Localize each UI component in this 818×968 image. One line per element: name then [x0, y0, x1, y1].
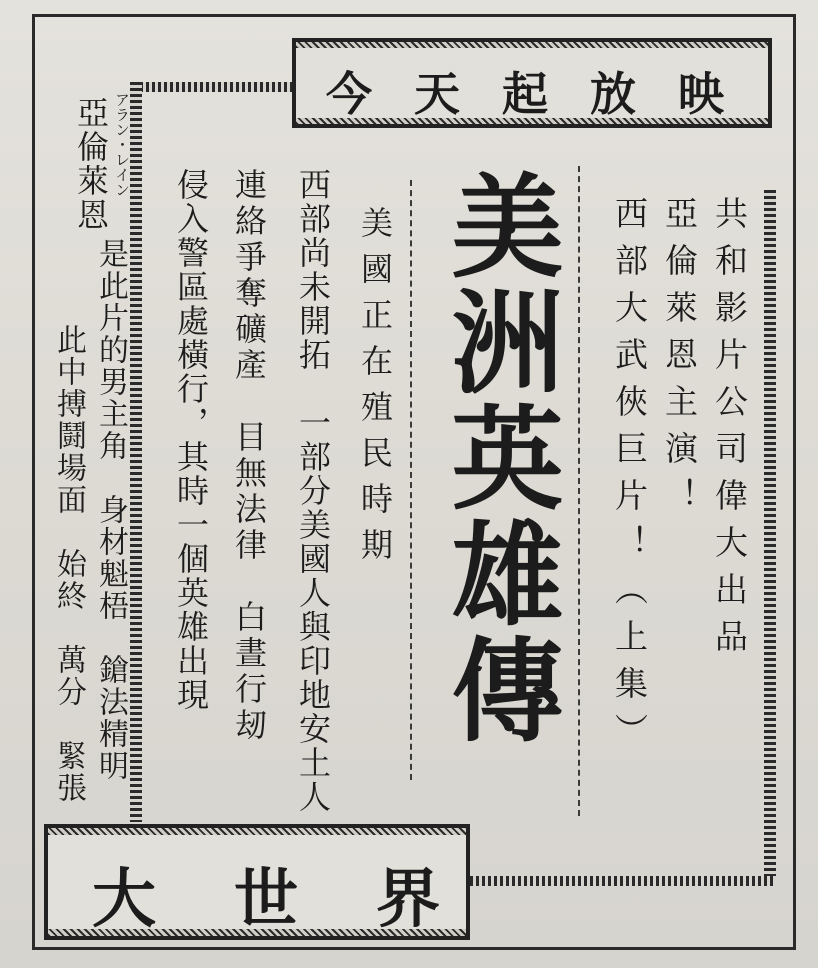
film-title: 美洲英雄傳 [433, 168, 564, 748]
border-right-stripe [764, 190, 776, 880]
synopsis-line-4: 侵入警區處橫行，其時一個英雄出現 [172, 168, 210, 712]
divider-left [410, 180, 412, 780]
header-box-hatch [296, 42, 768, 48]
now-showing-text: 今天起放映 [326, 67, 766, 121]
credit-genre: 西部大武俠巨片！（上集） [610, 196, 649, 760]
theater-box [44, 824, 518, 940]
border-top-left-stripe [140, 82, 295, 92]
credit-studio: 共和影片公司偉大出品 [710, 196, 749, 666]
synopsis-line-2: 西部尚未開拓 一部分美國人與印地安土人 [294, 168, 332, 814]
star-note-line-1: 是此片的男主角 身材魁梧 鎗法精明 [93, 238, 128, 782]
now-showing-box [292, 38, 772, 128]
theater-name: 大世界 [92, 862, 518, 937]
star-name: 亞倫萊恩 [72, 96, 110, 232]
divider-right [578, 166, 580, 816]
synopsis-line-3: 連絡爭奪礦產 目無法律 白晝行刼 [230, 168, 268, 744]
star-katakana: アラン・レイン [113, 92, 131, 197]
synopsis-line-1: 美國正在殖民時期 [356, 206, 394, 574]
theater-box-hatch [48, 828, 466, 835]
credit-starring: 亞倫萊恩主演！ [660, 196, 699, 525]
star-note-line-2: 此中搏鬪場面 始終 萬分 緊張 [51, 324, 86, 804]
